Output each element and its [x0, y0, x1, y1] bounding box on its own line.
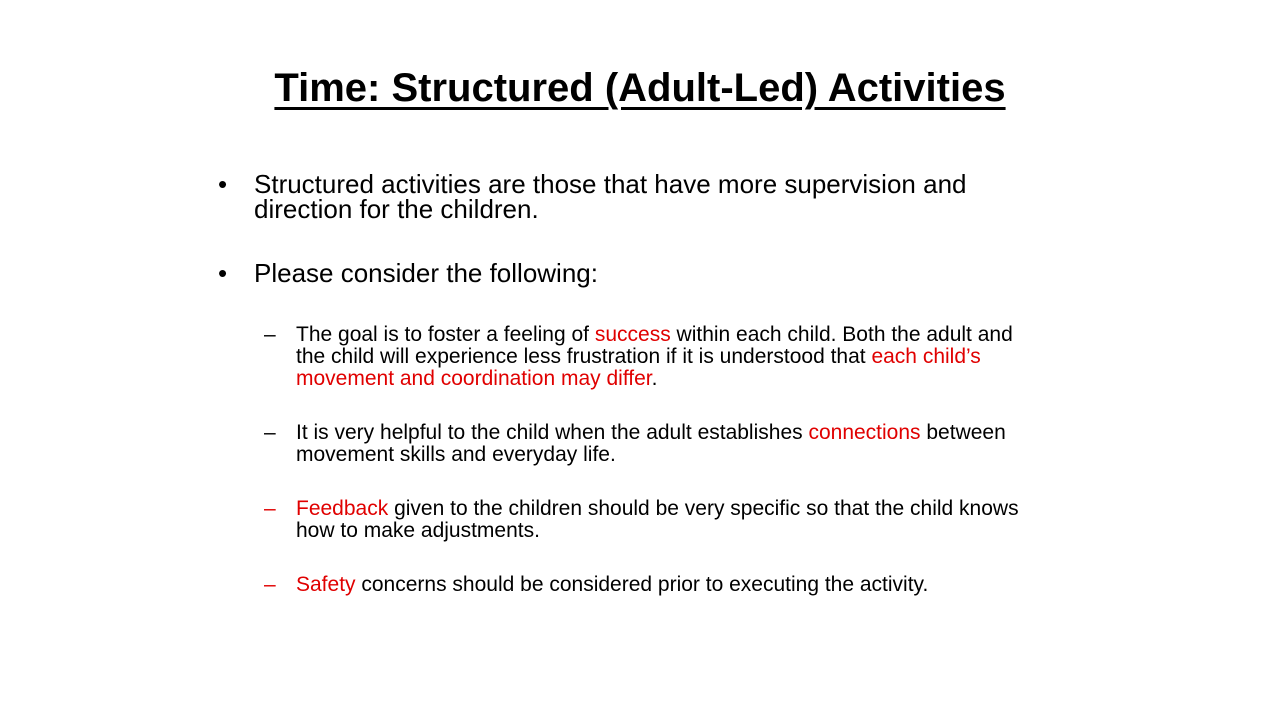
- highlight-text: connections: [808, 421, 921, 444]
- text-run: between movement skills and everyday life.: [296, 421, 1006, 466]
- text-run: within each child. Both the adult and the child will experience less frustration if it is understood that: [296, 323, 1013, 368]
- sub-bullet-text: [296, 324, 1036, 390]
- highlight-text: Safety: [296, 573, 356, 596]
- text-run: It is very helpful to the child when the adult establishes: [296, 421, 809, 444]
- bullet-marker: •: [218, 169, 228, 199]
- slide-title: Time: Structured (Adult-Led) Activities: [274, 66, 1006, 110]
- bullet-text: Structured activities are those that have more supervision and direction for the children.: [254, 169, 967, 224]
- text-run: The goal is to foster a feeling of: [296, 323, 595, 346]
- bullet-text: Please consider the following:: [254, 258, 598, 288]
- sub-bullet-text: [296, 498, 1036, 542]
- highlight-text: each child’s movement and coordination may differ: [296, 345, 981, 390]
- sub-bullet-marker: –: [264, 421, 276, 444]
- text-run: concerns should be considered prior to executing the activity.: [355, 573, 929, 596]
- highlight-text: Feedback: [296, 497, 389, 520]
- text-run: .: [651, 367, 658, 390]
- sub-bullet-marker: –: [264, 323, 276, 346]
- text-run: given to the children should be very specific so that the child knows how to make adjustments.: [296, 497, 1019, 542]
- sub-bullet-text: [296, 422, 1036, 466]
- sub-bullet-marker: –: [264, 573, 276, 596]
- sub-bullet-text: [296, 574, 1036, 596]
- sub-bullet-marker: –: [264, 497, 276, 520]
- highlight-text: success: [594, 323, 671, 346]
- bullet-marker: •: [218, 258, 228, 288]
